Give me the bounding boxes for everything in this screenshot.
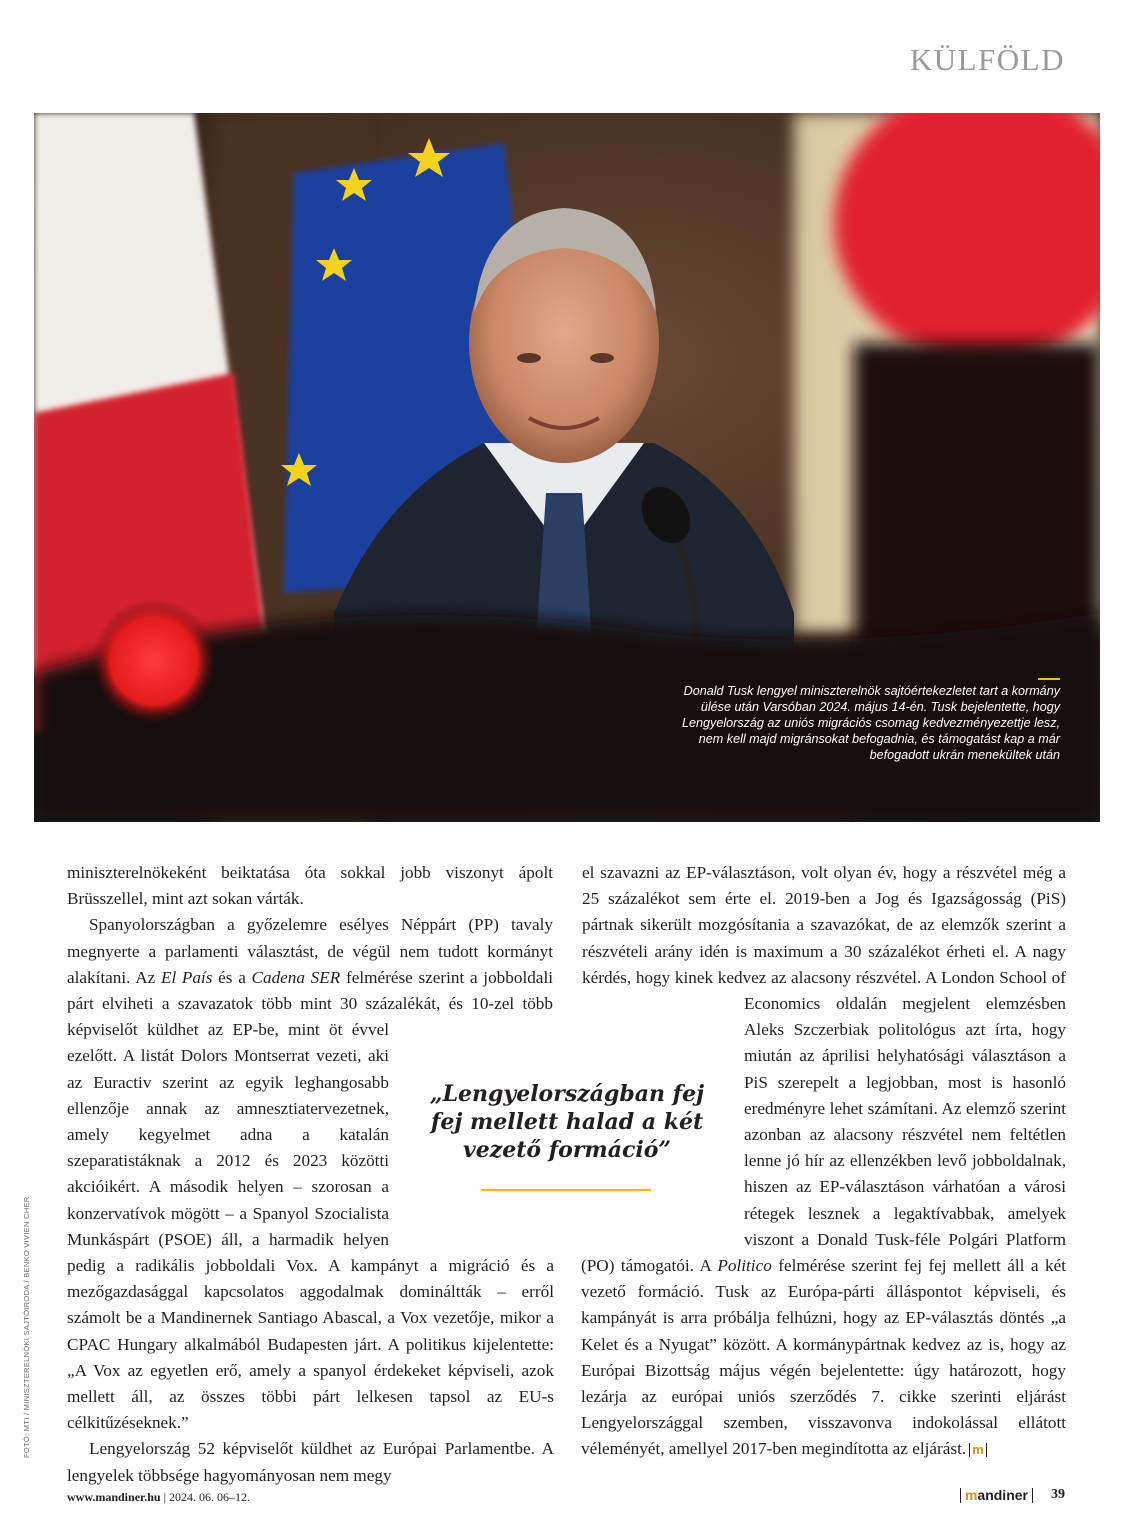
pull-quote: „Lengyelországban fej fej mellett halad a két vezető formáció” (429, 1081, 705, 1163)
section-label: KÜLFÖLD (909, 42, 1065, 77)
text-run: felmérése szerint a jobboldali párt elviheti a szavazatok több mint 30 százalékát, és 10-zel több képviselőt küldhet az EP-be, mint öt évvel ezelőtt. A listát Dolors Montserrat vezeti, aki az Euractiv szerint az egyik leghangosabb ellenzője annak az amnesztiatervezetnek, amely kegyelmet adna a katalán szeparatistáknak a 2012 és 2023 közötti akcióikért. A második helyen – szorosan a konzervatívok mögött – a Spanyol Szocialista Munkáspárt (PSOE) áll, a harmadik helyen pedig a radikális jobboldali Vox. A kampányt a migráció és a mezőgazdasággal kapcsolatos aggodalmak domináltták – erről számolt be a Mandinernek Santiago Abascal, a Vox vezetője, mikor a CPAC Hungary alkalmából Budapesten járt. A politikus kijelentette: „A Vox az egyetlen erő, amely a spanyol érdekeket képviseli, azok mellett áll, az összes többi párt lelkesen tapsol az EU-s célkitűzéseknek.” (67, 967, 554, 1433)
text-run: és a (212, 967, 252, 987)
text-run: Spanyolországban a győzelemre esélyes Néppárt (PP) tavaly megnyerte a parlamenti választást, de végül nem tudott kormányt alakítani. Az (67, 915, 553, 987)
article-end-mark: m (969, 1443, 987, 1457)
pull-quote-spacer-left (553, 860, 554, 1042)
paragraph: Lengyelország 52 képviselőt küldhet az Európai Parlamentbe. A lengyelek többsége hagyományosan nem megy (67, 1439, 554, 1485)
footer-right (960, 1487, 1065, 1503)
brand-logo (960, 1488, 1033, 1503)
article-column-left (67, 860, 554, 1489)
photo-credit (22, 1196, 38, 1460)
page-number: 39 (1051, 1487, 1065, 1502)
brand-m: m (964, 1486, 978, 1503)
publication-name: El País (160, 967, 213, 987)
text-run: el szavazni az EP-választáson, volt olyan év, hogy a részvétel még a 25 százalékot sem érte el. 2019-ben a Jog és Igazságosság (PiS) pártnak sikerült mozgósítania a szavazókat, de az elemzők szerint a részvételi arány idén is maximum a 30 százalékot érheti el. A nagy kérdés, hogy kinek kedvez az alacsony részvétel. A London School of Economics oldalán megjelent elemzésben Aleks Szczerbiak politológus azt írta, hogy miután az áprilisi helyhatósági választáson a PiS szerepelt a legjobban, most is hasonló eredményre lehet számítani. Az elemző szerint azonban az alacsony részvétel nem feltétlen lenne jó hír az ellenzékben levő jobboldalnak, hiszen az EP-választáson várhatóan a városi rétegek lesznek a legaktívabbak, amelyek viszont a Donald Tusk-féle Polgári Platform (PO) támogatói. A (581, 863, 1066, 1276)
text-run: felmérése szerint fej fej mellett áll a két vezető formáció. Tusk az Európa-párti álláspontot képviseli, és kampányát is arra próbálja felhúzni, hogy az EP-választás döntés „a Kelet és a Nyugat” között. A kormánypártnak kedvez az is, hogy az Európai Bizottság május végén bejelentette: úgy határozott, hogy lezárja az európai uniós szerződés 7. cikke szerinti eljárást Lengyelországgal szemben, visszavonva indokolással ellátott véleményét, amellyel 2017-ben megindította az eljárást. (581, 1256, 1066, 1459)
issue-date: 2024. 06. 06–12. (169, 1490, 250, 1504)
pull-quote-rule (481, 1189, 651, 1191)
photo-caption: Donald Tusk lengyel miniszterelnök sajtóértekezletet tart a kormány ülése után Varsóban 2024. május 14-én. Tusk bejelentette, hogy Lengyelország az uniós migrációs csomag kedvezményezettje lesz, nem kell majd migránsokat befogadnia, és támogatást kap a már befogadott ukrán menekültek után (682, 684, 1060, 762)
brand-rest: andiner (977, 1486, 1028, 1503)
publication-name: Politico (717, 1256, 772, 1276)
hero-photo (34, 113, 1100, 822)
footer-left: www.mandiner.hu | 2024. 06. 06–12. (67, 1490, 250, 1504)
publication-name: Cadena SER (251, 967, 341, 987)
photo-credit-text: FOTÓ: MTI / MINISZTERELNÖKI SAJTÓIRODA / BENKO VIVIEN CHER (22, 1196, 31, 1458)
caption-rule (1038, 678, 1060, 680)
paragraph: miniszterelnökeként beiktatása óta sokkal jobb viszonyt ápolt Brüsszellel, mint azt sokan várták. (67, 863, 553, 909)
site-url[interactable]: www.mandiner.hu (67, 1490, 161, 1504)
